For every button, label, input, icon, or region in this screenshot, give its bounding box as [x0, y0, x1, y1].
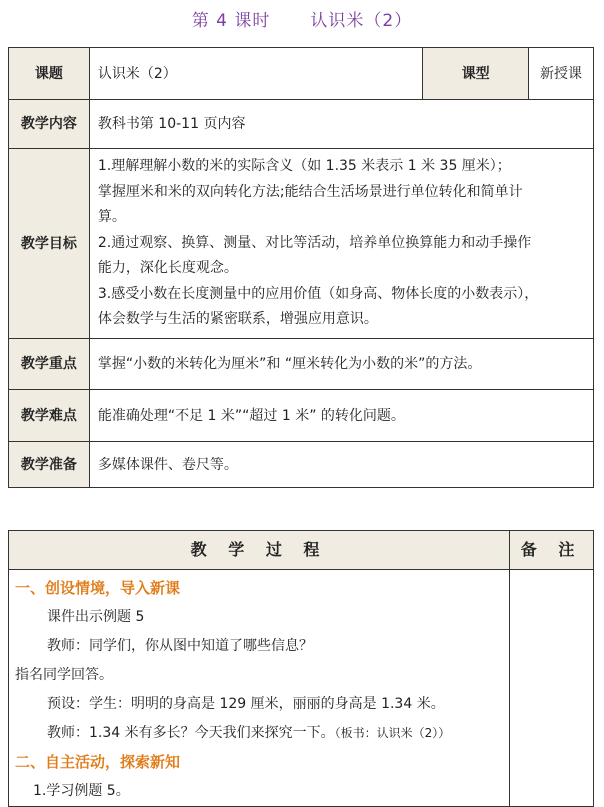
content-value: 教科书第 10-11 页内容	[89, 100, 593, 149]
process-content	[9, 570, 510, 807]
goal-line: 1.理解理解小数的米的实际含义（如 1.35 米表示 1 米 35 厘米）；	[97, 158, 511, 175]
goal-line: 2.通过观察、换算、测量、对比等活动，培养单位换算能力和动手操作	[97, 234, 532, 251]
notes-header: 备 注	[510, 531, 594, 570]
board-note: （板书：认识米（2））	[334, 726, 451, 740]
topic-label: 课题	[9, 48, 90, 100]
page-title	[0, 6, 604, 31]
difficulty-value: 能准确处理“不足 1 米”“超过 1 米” 的转化问题。	[89, 390, 593, 442]
type-value: 新授课	[529, 48, 594, 100]
goals-value	[89, 149, 593, 339]
key-points-label: 教学重点	[9, 339, 90, 390]
goal-line: 3.感受小数在长度测量中的应用价值（如身高、物体长度的小数表示），	[97, 285, 539, 302]
process-line	[15, 719, 503, 748]
process-line: 预设：学生：明明的身高是 129 厘米，丽丽的身高是 1.34 米。	[47, 696, 445, 712]
key-points-value: 掌握“小数的米转化为厘米”和 “厘米转化为小数的米”的方法。	[89, 339, 593, 390]
preparation-value: 多媒体课件、卷尺等。	[89, 442, 593, 488]
process-line: 指名同学回答。	[15, 667, 113, 683]
type-label: 课型	[423, 48, 529, 100]
process-line: 1.学习例题 5。	[33, 783, 130, 799]
section-heading: 一、创设情境，导入新课	[15, 579, 181, 597]
lesson-info-table	[8, 47, 594, 488]
topic-value: 认识米（2）	[89, 48, 422, 100]
section-heading: 二、自主活动，探索新知	[15, 753, 181, 771]
lesson-name: 认识米（2）	[310, 11, 413, 31]
process-line: 教师：同学们，你从图中知道了哪些信息？	[47, 638, 313, 654]
goal-line: 掌握厘米和米的双向转化方法;能结合生活场景进行单位转化和简单计	[97, 183, 523, 200]
goals-label: 教学目标	[9, 149, 90, 339]
process-header: 教 学 过 程	[9, 531, 510, 570]
process-text: 教师：1.34 米有多长？今天我们来探究一下。	[47, 725, 335, 741]
preparation-label: 教学准备	[9, 442, 90, 488]
difficulty-label: 教学难点	[9, 390, 90, 442]
goal-line: 算。	[97, 209, 126, 226]
notes-cell	[510, 570, 594, 807]
content-label: 教学内容	[9, 100, 90, 149]
teaching-process-table	[8, 530, 594, 807]
goal-line: 能力，深化长度观念。	[97, 260, 238, 277]
goal-line: 体会数学与生活的紧密联系，增强应用意识。	[97, 311, 378, 328]
lesson-number: 第 4 课时	[191, 11, 271, 31]
process-line: 课件出示例题 5	[47, 609, 145, 625]
